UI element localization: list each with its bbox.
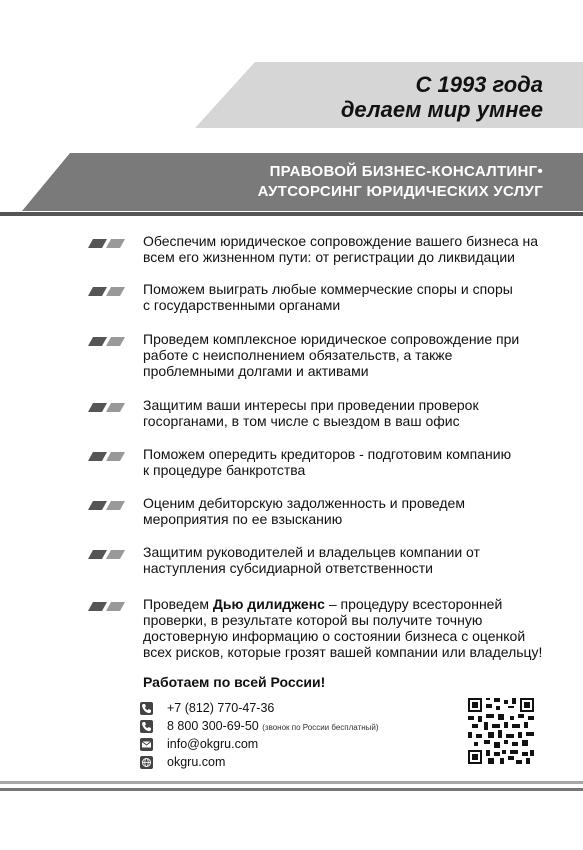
list-item-line: с государственными органами (143, 297, 341, 313)
list-item-line: Оценим дебиторскую задолженность и проведем (143, 495, 465, 511)
phone-icon (140, 720, 153, 733)
list-item-text (143, 331, 553, 379)
phone-icon (140, 702, 153, 715)
list-item-line: мероприятия по ее взысканию (143, 511, 343, 527)
contact-email[interactable] (140, 737, 470, 755)
phone-2-number: 8 800 300-69-50 (167, 719, 259, 733)
list-item-text (143, 281, 553, 313)
dd-term: Дью дилидженс (212, 596, 325, 612)
list-item-line: Поможем выиграть любые коммерческие споры и споры (143, 281, 513, 297)
coverage-heading: Работаем по всей России! (143, 674, 326, 690)
list-item-text (143, 446, 553, 478)
list-item-text (143, 495, 553, 527)
due-diligence-text (143, 596, 573, 660)
list-item-line: проблемными долгами и активами (143, 363, 369, 379)
list-item-text (143, 397, 553, 429)
list-item-line: Защитим руководителей и владельцев компании от (143, 544, 480, 560)
footer-divider-dark (0, 788, 583, 791)
contact-email-text: info@okgru.com (167, 737, 259, 751)
list-item-line: всем его жизненном пути: от регистрации до ликвидации (143, 249, 515, 265)
footer-divider-light (0, 781, 583, 784)
contact-phone-1[interactable] (140, 701, 470, 719)
bullet-icon (88, 602, 128, 611)
banner-line-2: АУТСОРСИНГ ЮРИДИЧЕСКИХ УСЛУГ (257, 183, 543, 200)
globe-icon (140, 756, 153, 769)
list-item-line: всех рисков, которые грозят вашей компании или владельцу! (143, 644, 543, 660)
contact-phone-2-text (167, 719, 379, 735)
contact-phone-1-text: +7 (812) 770-47-36 (167, 701, 275, 715)
list-item-line: достоверную информацию о состоянии бизнеса с оценкой (143, 628, 526, 644)
list-item-line: наступления субсидиарной ответственности (143, 560, 433, 576)
list-item-line: Обеспечим юридическое сопровождение вашего бизнеса на (143, 233, 539, 249)
contact-web-text: okgru.com (167, 755, 226, 769)
list-item-line: Поможем опередить кредиторов - подготовим компанию (143, 446, 512, 462)
slogan-line-2: делаем мир умнее (340, 97, 543, 122)
list-item-line: к процедуре банкротства (143, 462, 306, 478)
slogan (341, 72, 543, 122)
list-item-text (143, 233, 553, 265)
bullet-icon (88, 239, 128, 248)
contact-phone-2[interactable] (140, 719, 470, 737)
header-divider (0, 212, 583, 216)
list-item-line: Проведем комплексное юридическое сопровождение при (143, 331, 520, 347)
list-item-line: проверки, в результате которой вы получите точную (143, 612, 483, 628)
mail-icon (140, 738, 153, 751)
services-banner-title (258, 162, 543, 202)
list-item-line: работе с неисполнением обязательств, а также (143, 347, 453, 363)
contact-web[interactable] (140, 755, 470, 773)
banner-line-1: ПРАВОВОЙ БИЗНЕС-КОНСАЛТИНГ• (269, 163, 543, 180)
bullet-icon (88, 337, 128, 346)
list-item-line (143, 596, 573, 612)
bullet-icon (88, 550, 128, 559)
phone-2-note: (звонок по России бесплатный) (262, 723, 379, 732)
bullet-icon (88, 501, 128, 510)
dd-rest: – процедуру всесторонней (324, 596, 503, 612)
list-item-line: госорганами, в том числе с выездом в ваш офис (143, 413, 460, 429)
dd-prefix: Проведем (143, 596, 213, 612)
bullet-icon (88, 403, 128, 412)
qr-code[interactable] (468, 698, 534, 764)
bullet-icon (88, 452, 128, 461)
slogan-line-1: С 1993 года (415, 72, 543, 97)
list-item-line: Защитим ваши интересы при проведении проверок (143, 397, 479, 413)
list-item-text (143, 544, 553, 576)
bullet-icon (88, 287, 128, 296)
